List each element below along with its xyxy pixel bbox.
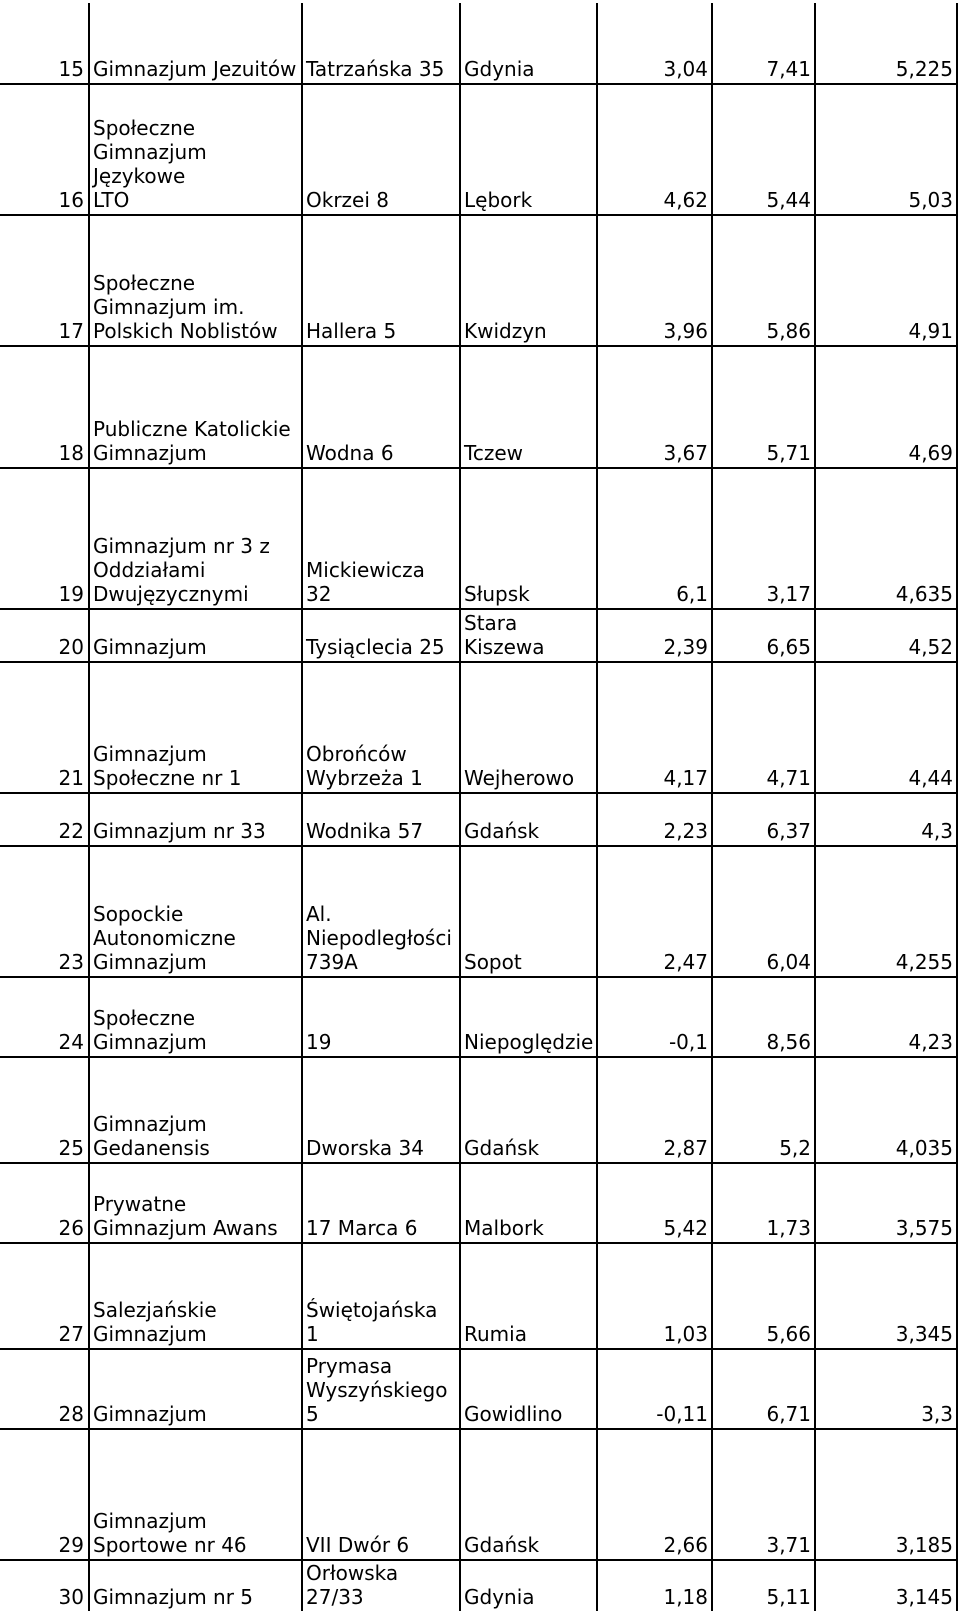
score-2-cell: 6,04: [712, 846, 815, 977]
table-row: [0, 84, 957, 215]
school-name-cell: Prywatne Gimnazjum Awans: [89, 1163, 302, 1243]
school-name-cell: Społeczne Gimnazjum Językowe LTO: [89, 84, 302, 215]
score-1-cell: 2,39: [597, 609, 712, 662]
score-2-cell: 6,37: [712, 793, 815, 846]
score-1-cell: 5,42: [597, 1163, 712, 1243]
score-2-cell: 3,71: [712, 1429, 815, 1560]
row-number-cell: 23: [0, 846, 89, 977]
score-average-cell: 4,52: [815, 609, 957, 662]
table-row: [0, 346, 957, 468]
school-city-cell: Stara Kiszewa: [460, 609, 597, 662]
school-address-cell: Prymasa Wyszyńskiego 5: [302, 1349, 460, 1429]
score-1-cell: 1,03: [597, 1243, 712, 1349]
school-name-cell: Gimnazjum: [89, 1349, 302, 1429]
school-name-cell: Sopockie Autonomiczne Gimnazjum: [89, 846, 302, 977]
school-address-cell: Tatrzańska 35: [302, 3, 460, 84]
row-number-cell: 22: [0, 793, 89, 846]
row-number-cell: 30: [0, 1560, 89, 1611]
school-city-cell: Gdańsk: [460, 1057, 597, 1163]
row-number-cell: 19: [0, 468, 89, 609]
school-address-cell: Obrońców Wybrzeża 1: [302, 662, 460, 793]
row-number-cell: 24: [0, 977, 89, 1057]
table-row: [0, 1243, 957, 1349]
school-city-cell: Sopot: [460, 846, 597, 977]
score-1-cell: 3,67: [597, 346, 712, 468]
score-2-cell: 8,56: [712, 977, 815, 1057]
school-address-cell: VII Dwór 6: [302, 1429, 460, 1560]
row-number-cell: 20: [0, 609, 89, 662]
table-row: [0, 609, 957, 662]
score-1-cell: -0,1: [597, 977, 712, 1057]
school-name-cell: Gimnazjum nr 5: [89, 1560, 302, 1611]
school-city-cell: Lębork: [460, 84, 597, 215]
school-city-cell: Wejherowo: [460, 662, 597, 793]
score-1-cell: 3,96: [597, 215, 712, 346]
school-name-cell: Gimnazjum nr 33: [89, 793, 302, 846]
school-address-cell: 17 Marca 6: [302, 1163, 460, 1243]
school-name-cell: Gimnazjum Społeczne nr 1: [89, 662, 302, 793]
score-1-cell: 1,18: [597, 1560, 712, 1611]
row-number-cell: 16: [0, 84, 89, 215]
school-address-cell: Hallera 5: [302, 215, 460, 346]
score-2-cell: 6,71: [712, 1349, 815, 1429]
row-number-cell: 21: [0, 662, 89, 793]
score-1-cell: -0,11: [597, 1349, 712, 1429]
score-average-cell: 3,3: [815, 1349, 957, 1429]
school-name-cell: Społeczne Gimnazjum im. Polskich Noblistów: [89, 215, 302, 346]
score-average-cell: 3,185: [815, 1429, 957, 1560]
row-number-cell: 29: [0, 1429, 89, 1560]
row-number-cell: 15: [0, 3, 89, 84]
table-row: [0, 662, 957, 793]
row-number-cell: 18: [0, 346, 89, 468]
score-1-cell: 6,1: [597, 468, 712, 609]
score-average-cell: 4,3: [815, 793, 957, 846]
row-number-cell: 27: [0, 1243, 89, 1349]
school-address-cell: Al. Niepodległości 739A: [302, 846, 460, 977]
score-1-cell: 3,04: [597, 3, 712, 84]
school-name-cell: Publiczne Katolickie Gimnazjum: [89, 346, 302, 468]
score-average-cell: 4,69: [815, 346, 957, 468]
table-row: [0, 793, 957, 846]
score-2-cell: 5,71: [712, 346, 815, 468]
score-2-cell: 5,11: [712, 1560, 815, 1611]
score-average-cell: 4,035: [815, 1057, 957, 1163]
score-average-cell: 5,225: [815, 3, 957, 84]
score-1-cell: 2,66: [597, 1429, 712, 1560]
school-city-cell: Malbork: [460, 1163, 597, 1243]
score-2-cell: 6,65: [712, 609, 815, 662]
score-2-cell: 5,86: [712, 215, 815, 346]
table-row: [0, 1163, 957, 1243]
school-city-cell: Gdynia: [460, 1560, 597, 1611]
school-address-cell: Okrzei 8: [302, 84, 460, 215]
score-2-cell: 1,73: [712, 1163, 815, 1243]
score-average-cell: 4,91: [815, 215, 957, 346]
school-name-cell: Społeczne Gimnazjum: [89, 977, 302, 1057]
score-1-cell: 2,47: [597, 846, 712, 977]
table-row: [0, 977, 957, 1057]
table-row: [0, 1429, 957, 1560]
school-city-cell: Kwidzyn: [460, 215, 597, 346]
score-1-cell: 2,23: [597, 793, 712, 846]
school-results-table: [0, 3, 958, 1611]
score-average-cell: 4,23: [815, 977, 957, 1057]
score-average-cell: 4,635: [815, 468, 957, 609]
school-name-cell: Gimnazjum nr 3 z Oddziałami Dwujęzycznymi: [89, 468, 302, 609]
score-2-cell: 5,2: [712, 1057, 815, 1163]
score-average-cell: 4,44: [815, 662, 957, 793]
score-2-cell: 5,44: [712, 84, 815, 215]
row-number-cell: 26: [0, 1163, 89, 1243]
score-2-cell: 4,71: [712, 662, 815, 793]
school-city-cell: Rumia: [460, 1243, 597, 1349]
score-average-cell: 4,255: [815, 846, 957, 977]
school-address-cell: Świętojańska 1: [302, 1243, 460, 1349]
school-address-cell: Orłowska 27/33: [302, 1560, 460, 1611]
score-2-cell: 3,17: [712, 468, 815, 609]
school-address-cell: Tysiąclecia 25: [302, 609, 460, 662]
school-city-cell: Tczew: [460, 346, 597, 468]
school-city-cell: Gowidlino: [460, 1349, 597, 1429]
score-average-cell: 5,03: [815, 84, 957, 215]
score-1-cell: 4,62: [597, 84, 712, 215]
table-row: [0, 846, 957, 977]
school-name-cell: Gimnazjum Sportowe nr 46: [89, 1429, 302, 1560]
school-address-cell: Dworska 34: [302, 1057, 460, 1163]
school-name-cell: Gimnazjum Jezuitów: [89, 3, 302, 84]
school-name-cell: Gimnazjum Gedanensis: [89, 1057, 302, 1163]
score-1-cell: 4,17: [597, 662, 712, 793]
table-row: [0, 468, 957, 609]
table-row: [0, 1057, 957, 1163]
row-number-cell: 17: [0, 215, 89, 346]
score-average-cell: 3,345: [815, 1243, 957, 1349]
score-2-cell: 5,66: [712, 1243, 815, 1349]
score-1-cell: 2,87: [597, 1057, 712, 1163]
table-row: [0, 1560, 957, 1611]
score-average-cell: 3,575: [815, 1163, 957, 1243]
table-row: [0, 1349, 957, 1429]
row-number-cell: 28: [0, 1349, 89, 1429]
table-row: [0, 3, 957, 84]
school-address-cell: Wodnika 57: [302, 793, 460, 846]
school-city-cell: Gdańsk: [460, 1429, 597, 1560]
table-row: [0, 215, 957, 346]
school-city-cell: Gdańsk: [460, 793, 597, 846]
school-address-cell: Mickiewicza 32: [302, 468, 460, 609]
school-city-cell: Niepoględzie: [460, 977, 597, 1057]
school-name-cell: Salezjańskie Gimnazjum: [89, 1243, 302, 1349]
school-city-cell: Słupsk: [460, 468, 597, 609]
score-2-cell: 7,41: [712, 3, 815, 84]
school-city-cell: Gdynia: [460, 3, 597, 84]
school-address-cell: Wodna 6: [302, 346, 460, 468]
school-address-cell: 19: [302, 977, 460, 1057]
row-number-cell: 25: [0, 1057, 89, 1163]
school-name-cell: Gimnazjum: [89, 609, 302, 662]
score-average-cell: 3,145: [815, 1560, 957, 1611]
